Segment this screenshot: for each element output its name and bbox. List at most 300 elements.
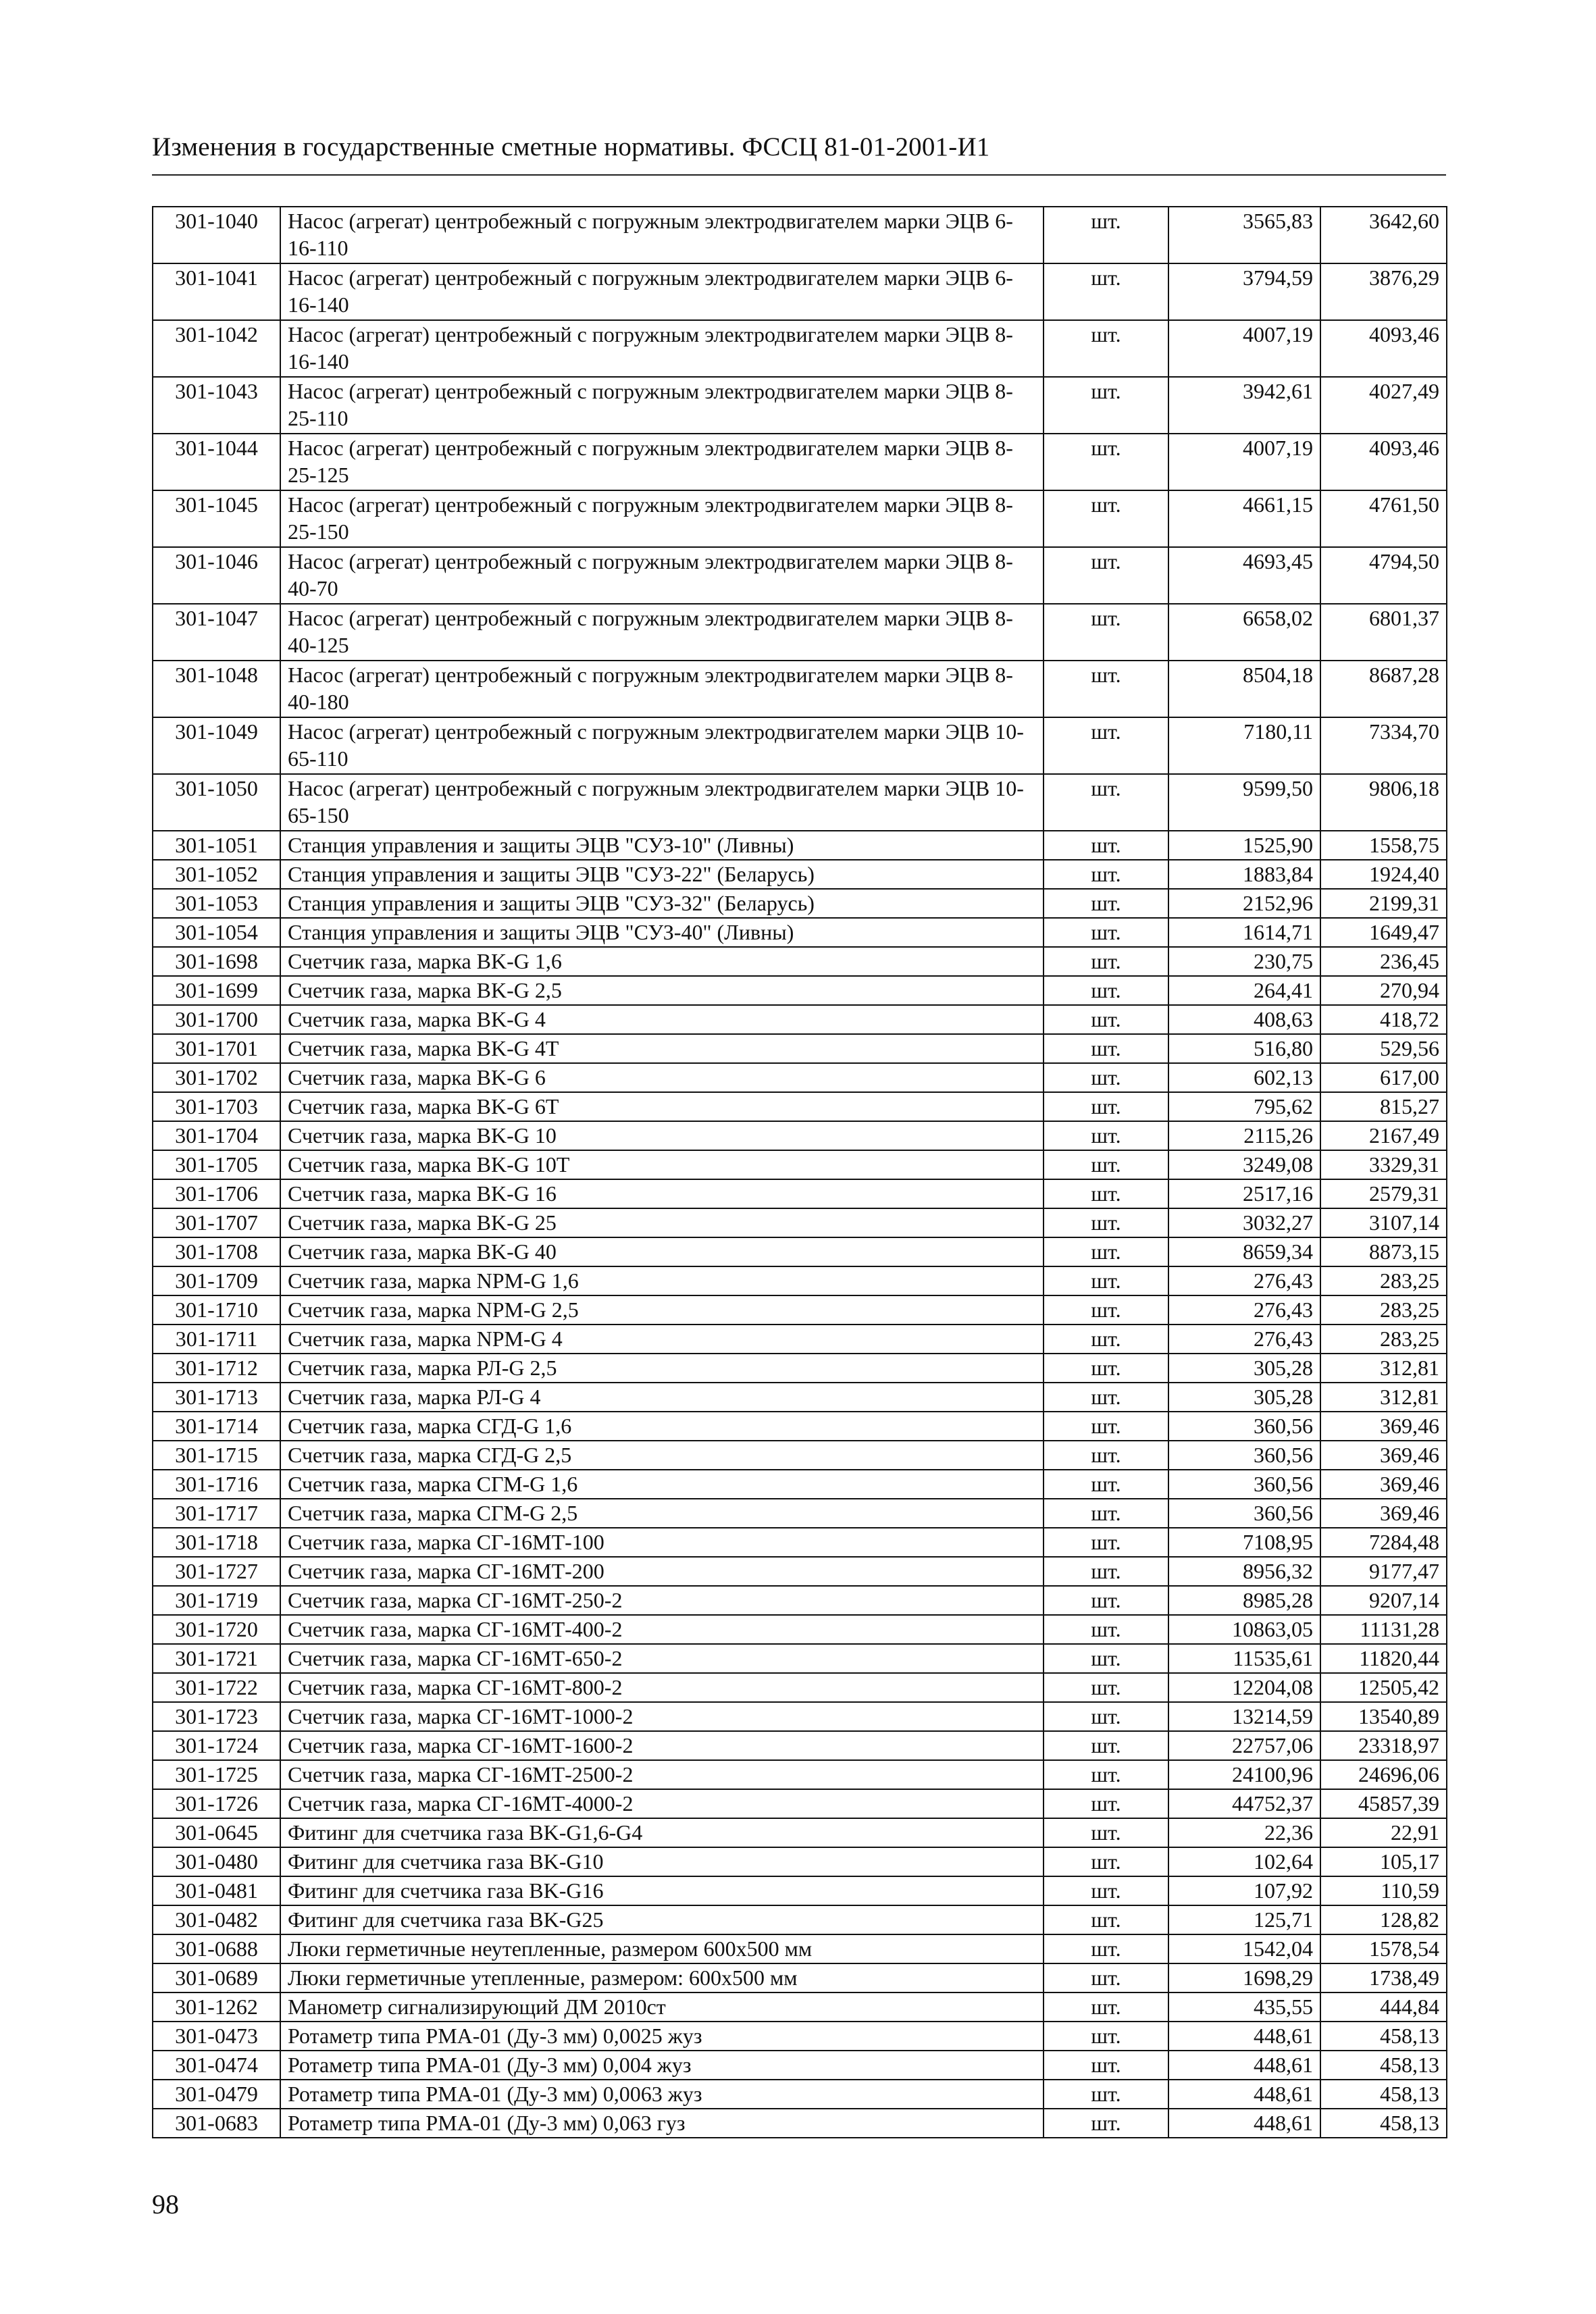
item-price-2: 458,13	[1320, 2051, 1447, 2080]
table-row	[153, 434, 1447, 490]
table-row	[153, 1063, 1447, 1092]
item-name: Счетчик газа, марка РЛ-G 4	[280, 1383, 1044, 1412]
page-number: 98	[152, 2189, 179, 2219]
item-price-2: 369,46	[1320, 1441, 1447, 1470]
table-row	[153, 2109, 1447, 2138]
item-price-1: 12204,08	[1168, 1673, 1320, 1702]
item-code: 301-1713	[153, 1383, 280, 1412]
item-name: Счетчик газа, марка BK-G 40	[280, 1237, 1044, 1266]
item-price-2: 1924,40	[1320, 860, 1447, 889]
item-price-2: 369,46	[1320, 1499, 1447, 1528]
item-name: Насос (агрегат) центробежный с погружным электродвигателем марки ЭЦВ 8-40-70	[280, 547, 1044, 604]
item-name: Счетчик газа, марка СГ-16МТ-800-2	[280, 1673, 1044, 1702]
table-row	[153, 1818, 1447, 1847]
item-price-2: 1738,49	[1320, 1963, 1447, 1992]
item-unit: шт.	[1044, 1847, 1168, 1876]
header-divider	[152, 174, 1446, 176]
item-price-2: 369,46	[1320, 1412, 1447, 1441]
item-name: Люки герметичные утепленные, размером: 600х500 мм	[280, 1963, 1044, 1992]
item-name: Счетчик газа, марка СГМ-G 1,6	[280, 1470, 1044, 1499]
item-name: Люки герметичные неутепленные, размером 600х500 мм	[280, 1934, 1044, 1963]
table-row	[153, 320, 1447, 377]
item-price-1: 22757,06	[1168, 1731, 1320, 1760]
table-row	[153, 1354, 1447, 1383]
item-name: Счетчик газа, марка BK-G 10	[280, 1121, 1044, 1150]
item-unit: шт.	[1044, 1876, 1168, 1905]
table-row	[153, 1179, 1447, 1208]
item-unit: шт.	[1044, 1731, 1168, 1760]
item-unit: шт.	[1044, 1644, 1168, 1673]
item-code: 301-1710	[153, 1295, 280, 1325]
item-unit: шт.	[1044, 604, 1168, 661]
item-code: 301-1719	[153, 1586, 280, 1615]
item-name: Счетчик газа, марка BK-G 25	[280, 1208, 1044, 1237]
item-price-2: 1558,75	[1320, 831, 1447, 860]
table-row	[153, 1528, 1447, 1557]
table-row	[153, 1441, 1447, 1470]
item-price-1: 3249,08	[1168, 1150, 1320, 1179]
item-name: Насос (агрегат) центробежный с погружным электродвигателем марки ЭЦВ 8-25-110	[280, 377, 1044, 434]
item-code: 301-0480	[153, 1847, 280, 1876]
item-unit: шт.	[1044, 1557, 1168, 1586]
item-price-2: 22,91	[1320, 1818, 1447, 1847]
item-price-1: 3032,27	[1168, 1208, 1320, 1237]
item-code: 301-1726	[153, 1789, 280, 1818]
item-price-1: 1883,84	[1168, 860, 1320, 889]
item-price-1: 8985,28	[1168, 1586, 1320, 1615]
table-row	[153, 1295, 1447, 1325]
table-row	[153, 1760, 1447, 1789]
item-unit: шт.	[1044, 1295, 1168, 1325]
item-code: 301-0645	[153, 1818, 280, 1847]
table-row	[153, 774, 1447, 831]
table-row	[153, 1702, 1447, 1731]
item-unit: шт.	[1044, 1760, 1168, 1789]
item-code: 301-1721	[153, 1644, 280, 1673]
item-price-1: 408,63	[1168, 1005, 1320, 1034]
item-code: 301-1705	[153, 1150, 280, 1179]
item-code: 301-1043	[153, 377, 280, 434]
item-name: Станция управления и защиты ЭЦВ "СУЗ-32" (Беларусь)	[280, 889, 1044, 918]
item-price-1: 230,75	[1168, 947, 1320, 976]
item-unit: шт.	[1044, 1528, 1168, 1557]
item-code: 301-0689	[153, 1963, 280, 1992]
table-row	[153, 1412, 1447, 1441]
item-unit: шт.	[1044, 1034, 1168, 1063]
item-price-1: 360,56	[1168, 1441, 1320, 1470]
item-price-2: 4093,46	[1320, 320, 1447, 377]
item-price-2: 128,82	[1320, 1905, 1447, 1934]
item-unit: шт.	[1044, 263, 1168, 320]
table-row	[153, 547, 1447, 604]
item-name: Счетчик газа, марка BK-G 6T	[280, 1092, 1044, 1121]
item-price-2: 815,27	[1320, 1092, 1447, 1121]
table-row	[153, 918, 1447, 947]
item-price-2: 3329,31	[1320, 1150, 1447, 1179]
item-unit: шт.	[1044, 1470, 1168, 1499]
item-code: 301-1723	[153, 1702, 280, 1731]
item-code: 301-1044	[153, 434, 280, 490]
table-row	[153, 2022, 1447, 2051]
item-price-1: 102,64	[1168, 1847, 1320, 1876]
table-row	[153, 1644, 1447, 1673]
item-name: Фитинг для счетчика газа BK-G1,6-G4	[280, 1818, 1044, 1847]
item-price-1: 10863,05	[1168, 1615, 1320, 1644]
item-code: 301-1698	[153, 947, 280, 976]
item-price-1: 3794,59	[1168, 263, 1320, 320]
table-row	[153, 377, 1447, 434]
table-row	[153, 1905, 1447, 1934]
item-price-1: 4007,19	[1168, 434, 1320, 490]
table-row	[153, 1237, 1447, 1266]
item-code: 301-1707	[153, 1208, 280, 1237]
item-price-2: 270,94	[1320, 976, 1447, 1005]
item-price-2: 312,81	[1320, 1354, 1447, 1383]
item-name: Насос (агрегат) центробежный с погружным электродвигателем марки ЭЦВ 6-16-140	[280, 263, 1044, 320]
item-unit: шт.	[1044, 320, 1168, 377]
table-row	[153, 263, 1447, 320]
item-unit: шт.	[1044, 1237, 1168, 1266]
item-price-2: 283,25	[1320, 1266, 1447, 1295]
item-price-1: 2152,96	[1168, 889, 1320, 918]
item-price-1: 448,61	[1168, 2080, 1320, 2109]
item-price-2: 1649,47	[1320, 918, 1447, 947]
item-price-2: 6801,37	[1320, 604, 1447, 661]
item-price-2: 9806,18	[1320, 774, 1447, 831]
item-price-2: 45857,39	[1320, 1789, 1447, 1818]
item-name: Насос (агрегат) центробежный с погружным электродвигателем марки ЭЦВ 8-40-125	[280, 604, 1044, 661]
item-code: 301-0473	[153, 2022, 280, 2051]
item-unit: шт.	[1044, 1150, 1168, 1179]
item-price-1: 13214,59	[1168, 1702, 1320, 1731]
table-row	[153, 1034, 1447, 1063]
item-code: 301-1703	[153, 1092, 280, 1121]
item-code: 301-1041	[153, 263, 280, 320]
item-price-2: 529,56	[1320, 1034, 1447, 1063]
item-price-2: 105,17	[1320, 1847, 1447, 1876]
item-price-1: 8956,32	[1168, 1557, 1320, 1586]
item-name: Станция управления и защиты ЭЦВ "СУЗ-40" (Ливны)	[280, 918, 1044, 947]
item-unit: шт.	[1044, 1208, 1168, 1237]
item-name: Счетчик газа, марка СГ-16МТ-2500-2	[280, 1760, 1044, 1789]
item-unit: шт.	[1044, 2109, 1168, 2138]
table-row	[153, 1847, 1447, 1876]
item-price-2: 4027,49	[1320, 377, 1447, 434]
item-name: Насос (агрегат) центробежный с погружным электродвигателем марки ЭЦВ 6-16-110	[280, 207, 1044, 263]
table-row	[153, 1789, 1447, 1818]
item-code: 301-1716	[153, 1470, 280, 1499]
item-price-2: 418,72	[1320, 1005, 1447, 1034]
item-price-2: 2199,31	[1320, 889, 1447, 918]
table-row	[153, 1557, 1447, 1586]
item-price-1: 305,28	[1168, 1383, 1320, 1412]
item-name: Насос (агрегат) центробежный с погружным электродвигателем марки ЭЦВ 8-16-140	[280, 320, 1044, 377]
table-row	[153, 1934, 1447, 1963]
table-row	[153, 831, 1447, 860]
item-price-1: 516,80	[1168, 1034, 1320, 1063]
item-code: 301-1724	[153, 1731, 280, 1760]
item-unit: шт.	[1044, 1005, 1168, 1034]
price-table-body	[153, 207, 1447, 2138]
item-price-1: 1698,29	[1168, 1963, 1320, 1992]
item-code: 301-1712	[153, 1354, 280, 1383]
table-row	[153, 1092, 1447, 1121]
item-code: 301-0481	[153, 1876, 280, 1905]
item-unit: шт.	[1044, 1789, 1168, 1818]
item-code: 301-1050	[153, 774, 280, 831]
item-price-1: 1614,71	[1168, 918, 1320, 947]
page-header-title: Изменения в государственные сметные нормативы. ФССЦ 81-01-2001-И1	[152, 132, 990, 161]
table-row	[153, 2051, 1447, 2080]
item-code: 301-1047	[153, 604, 280, 661]
item-price-2: 24696,06	[1320, 1760, 1447, 1789]
item-price-2: 11820,44	[1320, 1644, 1447, 1673]
item-unit: шт.	[1044, 947, 1168, 976]
table-row	[153, 1673, 1447, 1702]
item-price-1: 2115,26	[1168, 1121, 1320, 1150]
item-price-2: 2579,31	[1320, 1179, 1447, 1208]
item-code: 301-1701	[153, 1034, 280, 1063]
item-code: 301-1054	[153, 918, 280, 947]
item-name: Счетчик газа, марка BK-G 2,5	[280, 976, 1044, 1005]
item-price-2: 110,59	[1320, 1876, 1447, 1905]
item-price-1: 8504,18	[1168, 661, 1320, 717]
item-unit: шт.	[1044, 1121, 1168, 1150]
item-unit: шт.	[1044, 1499, 1168, 1528]
item-name: Счетчик газа, марка СГ-16МТ-650-2	[280, 1644, 1044, 1673]
table-row	[153, 860, 1447, 889]
item-price-2: 458,13	[1320, 2080, 1447, 2109]
item-name: Счетчик газа, марка BK-G 16	[280, 1179, 1044, 1208]
item-code: 301-1727	[153, 1557, 280, 1586]
item-name: Насос (агрегат) центробежный с погружным электродвигателем марки ЭЦВ 8-25-150	[280, 490, 1044, 547]
item-code: 301-1725	[153, 1760, 280, 1789]
item-price-2: 617,00	[1320, 1063, 1447, 1092]
item-unit: шт.	[1044, 1818, 1168, 1847]
table-row	[153, 717, 1447, 774]
table-row	[153, 1615, 1447, 1644]
item-code: 301-0474	[153, 2051, 280, 2080]
item-name: Счетчик газа, марка NPM-G 4	[280, 1325, 1044, 1354]
item-code: 301-1711	[153, 1325, 280, 1354]
item-code: 301-1715	[153, 1441, 280, 1470]
item-price-2: 444,84	[1320, 1992, 1447, 2022]
item-name: Счетчик газа, марка СГ-16МТ-1000-2	[280, 1702, 1044, 1731]
table-row	[153, 207, 1447, 263]
item-price-1: 4661,15	[1168, 490, 1320, 547]
item-price-1: 4007,19	[1168, 320, 1320, 377]
item-price-1: 448,61	[1168, 2109, 1320, 2138]
item-code: 301-1046	[153, 547, 280, 604]
table-row	[153, 1325, 1447, 1354]
item-unit: шт.	[1044, 547, 1168, 604]
item-unit: шт.	[1044, 1266, 1168, 1295]
item-name: Ротаметр типа РМА-01 (Ду-3 мм) 0,063 гуз	[280, 2109, 1044, 2138]
item-code: 301-1704	[153, 1121, 280, 1150]
table-row	[153, 1963, 1447, 1992]
item-name: Манометр сигнализирующий ДМ 2010ст	[280, 1992, 1044, 2022]
item-name: Счетчик газа, марка NPM-G 1,6	[280, 1266, 1044, 1295]
item-code: 301-0482	[153, 1905, 280, 1934]
item-price-1: 8659,34	[1168, 1237, 1320, 1266]
item-code: 301-1052	[153, 860, 280, 889]
item-name: Станция управления и защиты ЭЦВ "СУЗ-10" (Ливны)	[280, 831, 1044, 860]
item-unit: шт.	[1044, 2022, 1168, 2051]
item-price-1: 360,56	[1168, 1470, 1320, 1499]
item-price-1: 9599,50	[1168, 774, 1320, 831]
item-price-2: 23318,97	[1320, 1731, 1447, 1760]
item-unit: шт.	[1044, 717, 1168, 774]
table-row	[153, 889, 1447, 918]
item-unit: шт.	[1044, 661, 1168, 717]
item-price-1: 1542,04	[1168, 1934, 1320, 1963]
table-row	[153, 490, 1447, 547]
item-name: Счетчик газа, марка СГ-16МТ-250-2	[280, 1586, 1044, 1615]
item-name: Счетчик газа, марка СГМ-G 2,5	[280, 1499, 1044, 1528]
item-code: 301-1720	[153, 1615, 280, 1644]
table-row	[153, 1383, 1447, 1412]
item-code: 301-1718	[153, 1528, 280, 1557]
item-price-1: 264,41	[1168, 976, 1320, 1005]
item-name: Счетчик газа, марка СГ-16МТ-4000-2	[280, 1789, 1044, 1818]
item-code: 301-1049	[153, 717, 280, 774]
item-price-1: 22,36	[1168, 1818, 1320, 1847]
item-name: Счетчик газа, марка BK-G 4T	[280, 1034, 1044, 1063]
item-price-1: 7108,95	[1168, 1528, 1320, 1557]
item-price-1: 125,71	[1168, 1905, 1320, 1934]
item-price-2: 458,13	[1320, 2022, 1447, 2051]
price-table	[152, 206, 1447, 2138]
item-price-1: 24100,96	[1168, 1760, 1320, 1789]
item-code: 301-1053	[153, 889, 280, 918]
item-unit: шт.	[1044, 1673, 1168, 1702]
item-name: Счетчик газа, марка СГ-16МТ-200	[280, 1557, 1044, 1586]
item-price-2: 12505,42	[1320, 1673, 1447, 1702]
item-code: 301-0479	[153, 2080, 280, 2109]
item-code: 301-1699	[153, 976, 280, 1005]
item-name: Счетчик газа, марка BK-G 4	[280, 1005, 1044, 1034]
item-code: 301-1708	[153, 1237, 280, 1266]
item-price-2: 9177,47	[1320, 1557, 1447, 1586]
item-code: 301-1706	[153, 1179, 280, 1208]
item-code: 301-1700	[153, 1005, 280, 1034]
item-unit: шт.	[1044, 1586, 1168, 1615]
item-price-1: 107,92	[1168, 1876, 1320, 1905]
item-name: Насос (агрегат) центробежный с погружным электродвигателем марки ЭЦВ 10-65-110	[280, 717, 1044, 774]
item-unit: шт.	[1044, 434, 1168, 490]
item-name: Насос (агрегат) центробежный с погружным электродвигателем марки ЭЦВ 8-25-125	[280, 434, 1044, 490]
item-unit: шт.	[1044, 889, 1168, 918]
item-price-1: 305,28	[1168, 1354, 1320, 1383]
item-unit: шт.	[1044, 1905, 1168, 1934]
table-row	[153, 1121, 1447, 1150]
item-unit: шт.	[1044, 1063, 1168, 1092]
table-row	[153, 1266, 1447, 1295]
item-price-2: 2167,49	[1320, 1121, 1447, 1150]
item-unit: шт.	[1044, 918, 1168, 947]
item-price-2: 283,25	[1320, 1325, 1447, 1354]
item-code: 301-1262	[153, 1992, 280, 2022]
item-price-2: 3642,60	[1320, 207, 1447, 263]
item-price-1: 360,56	[1168, 1499, 1320, 1528]
item-unit: шт.	[1044, 2051, 1168, 2080]
item-price-1: 4693,45	[1168, 547, 1320, 604]
item-price-2: 283,25	[1320, 1295, 1447, 1325]
item-name: Фитинг для счетчика газа BK-G16	[280, 1876, 1044, 1905]
item-price-1: 276,43	[1168, 1295, 1320, 1325]
item-name: Счетчик газа, марка СГ-16МТ-1600-2	[280, 1731, 1044, 1760]
item-name: Счетчик газа, марка РЛ-G 2,5	[280, 1354, 1044, 1383]
item-price-2: 458,13	[1320, 2109, 1447, 2138]
table-row	[153, 1499, 1447, 1528]
item-code: 301-0683	[153, 2109, 280, 2138]
table-row	[153, 661, 1447, 717]
item-code: 301-1051	[153, 831, 280, 860]
table-row	[153, 1208, 1447, 1237]
item-name: Счетчик газа, марка BK-G 6	[280, 1063, 1044, 1092]
item-name: Счетчик газа, марка NPM-G 2,5	[280, 1295, 1044, 1325]
item-code: 301-1717	[153, 1499, 280, 1528]
item-unit: шт.	[1044, 377, 1168, 434]
item-price-1: 795,62	[1168, 1092, 1320, 1121]
item-name: Счетчик газа, марка BK-G 10T	[280, 1150, 1044, 1179]
item-price-1: 360,56	[1168, 1412, 1320, 1441]
item-price-1: 448,61	[1168, 2022, 1320, 2051]
table-row	[153, 1150, 1447, 1179]
item-price-2: 312,81	[1320, 1383, 1447, 1412]
item-unit: шт.	[1044, 1383, 1168, 1412]
item-name: Фитинг для счетчика газа BK-G25	[280, 1905, 1044, 1934]
item-price-1: 44752,37	[1168, 1789, 1320, 1818]
item-unit: шт.	[1044, 1179, 1168, 1208]
item-unit: шт.	[1044, 1354, 1168, 1383]
table-row	[153, 1731, 1447, 1760]
item-code: 301-1722	[153, 1673, 280, 1702]
item-name: Ротаметр типа РМА-01 (Ду-3 мм) 0,0025 жуз	[280, 2022, 1044, 2051]
item-name: Станция управления и защиты ЭЦВ "СУЗ-22" (Беларусь)	[280, 860, 1044, 889]
item-price-1: 276,43	[1168, 1325, 1320, 1354]
item-unit: шт.	[1044, 1092, 1168, 1121]
item-code: 301-1045	[153, 490, 280, 547]
item-price-2: 9207,14	[1320, 1586, 1447, 1615]
item-unit: шт.	[1044, 1615, 1168, 1644]
table-row	[153, 604, 1447, 661]
item-name: Ротаметр типа РМА-01 (Ду-3 мм) 0,004 жуз	[280, 2051, 1044, 2080]
table-row	[153, 2080, 1447, 2109]
item-name: Счетчик газа, марка BK-G 1,6	[280, 947, 1044, 976]
item-price-2: 1578,54	[1320, 1934, 1447, 1963]
item-code: 301-1040	[153, 207, 280, 263]
item-price-2: 4761,50	[1320, 490, 1447, 547]
item-unit: шт.	[1044, 1441, 1168, 1470]
item-code: 301-1042	[153, 320, 280, 377]
item-price-1: 6658,02	[1168, 604, 1320, 661]
item-price-1: 435,55	[1168, 1992, 1320, 2022]
table-row	[153, 947, 1447, 976]
item-name: Счетчик газа, марка СГ-16МТ-100	[280, 1528, 1044, 1557]
item-code: 301-1702	[153, 1063, 280, 1092]
item-unit: шт.	[1044, 1934, 1168, 1963]
item-price-1: 11535,61	[1168, 1644, 1320, 1673]
item-name: Счетчик газа, марка СГД-G 2,5	[280, 1441, 1044, 1470]
item-unit: шт.	[1044, 1992, 1168, 2022]
item-name: Фитинг для счетчика газа BK-G10	[280, 1847, 1044, 1876]
item-code: 301-1048	[153, 661, 280, 717]
table-row	[153, 1992, 1447, 2022]
item-unit: шт.	[1044, 2080, 1168, 2109]
item-unit: шт.	[1044, 1325, 1168, 1354]
item-price-1: 3565,83	[1168, 207, 1320, 263]
